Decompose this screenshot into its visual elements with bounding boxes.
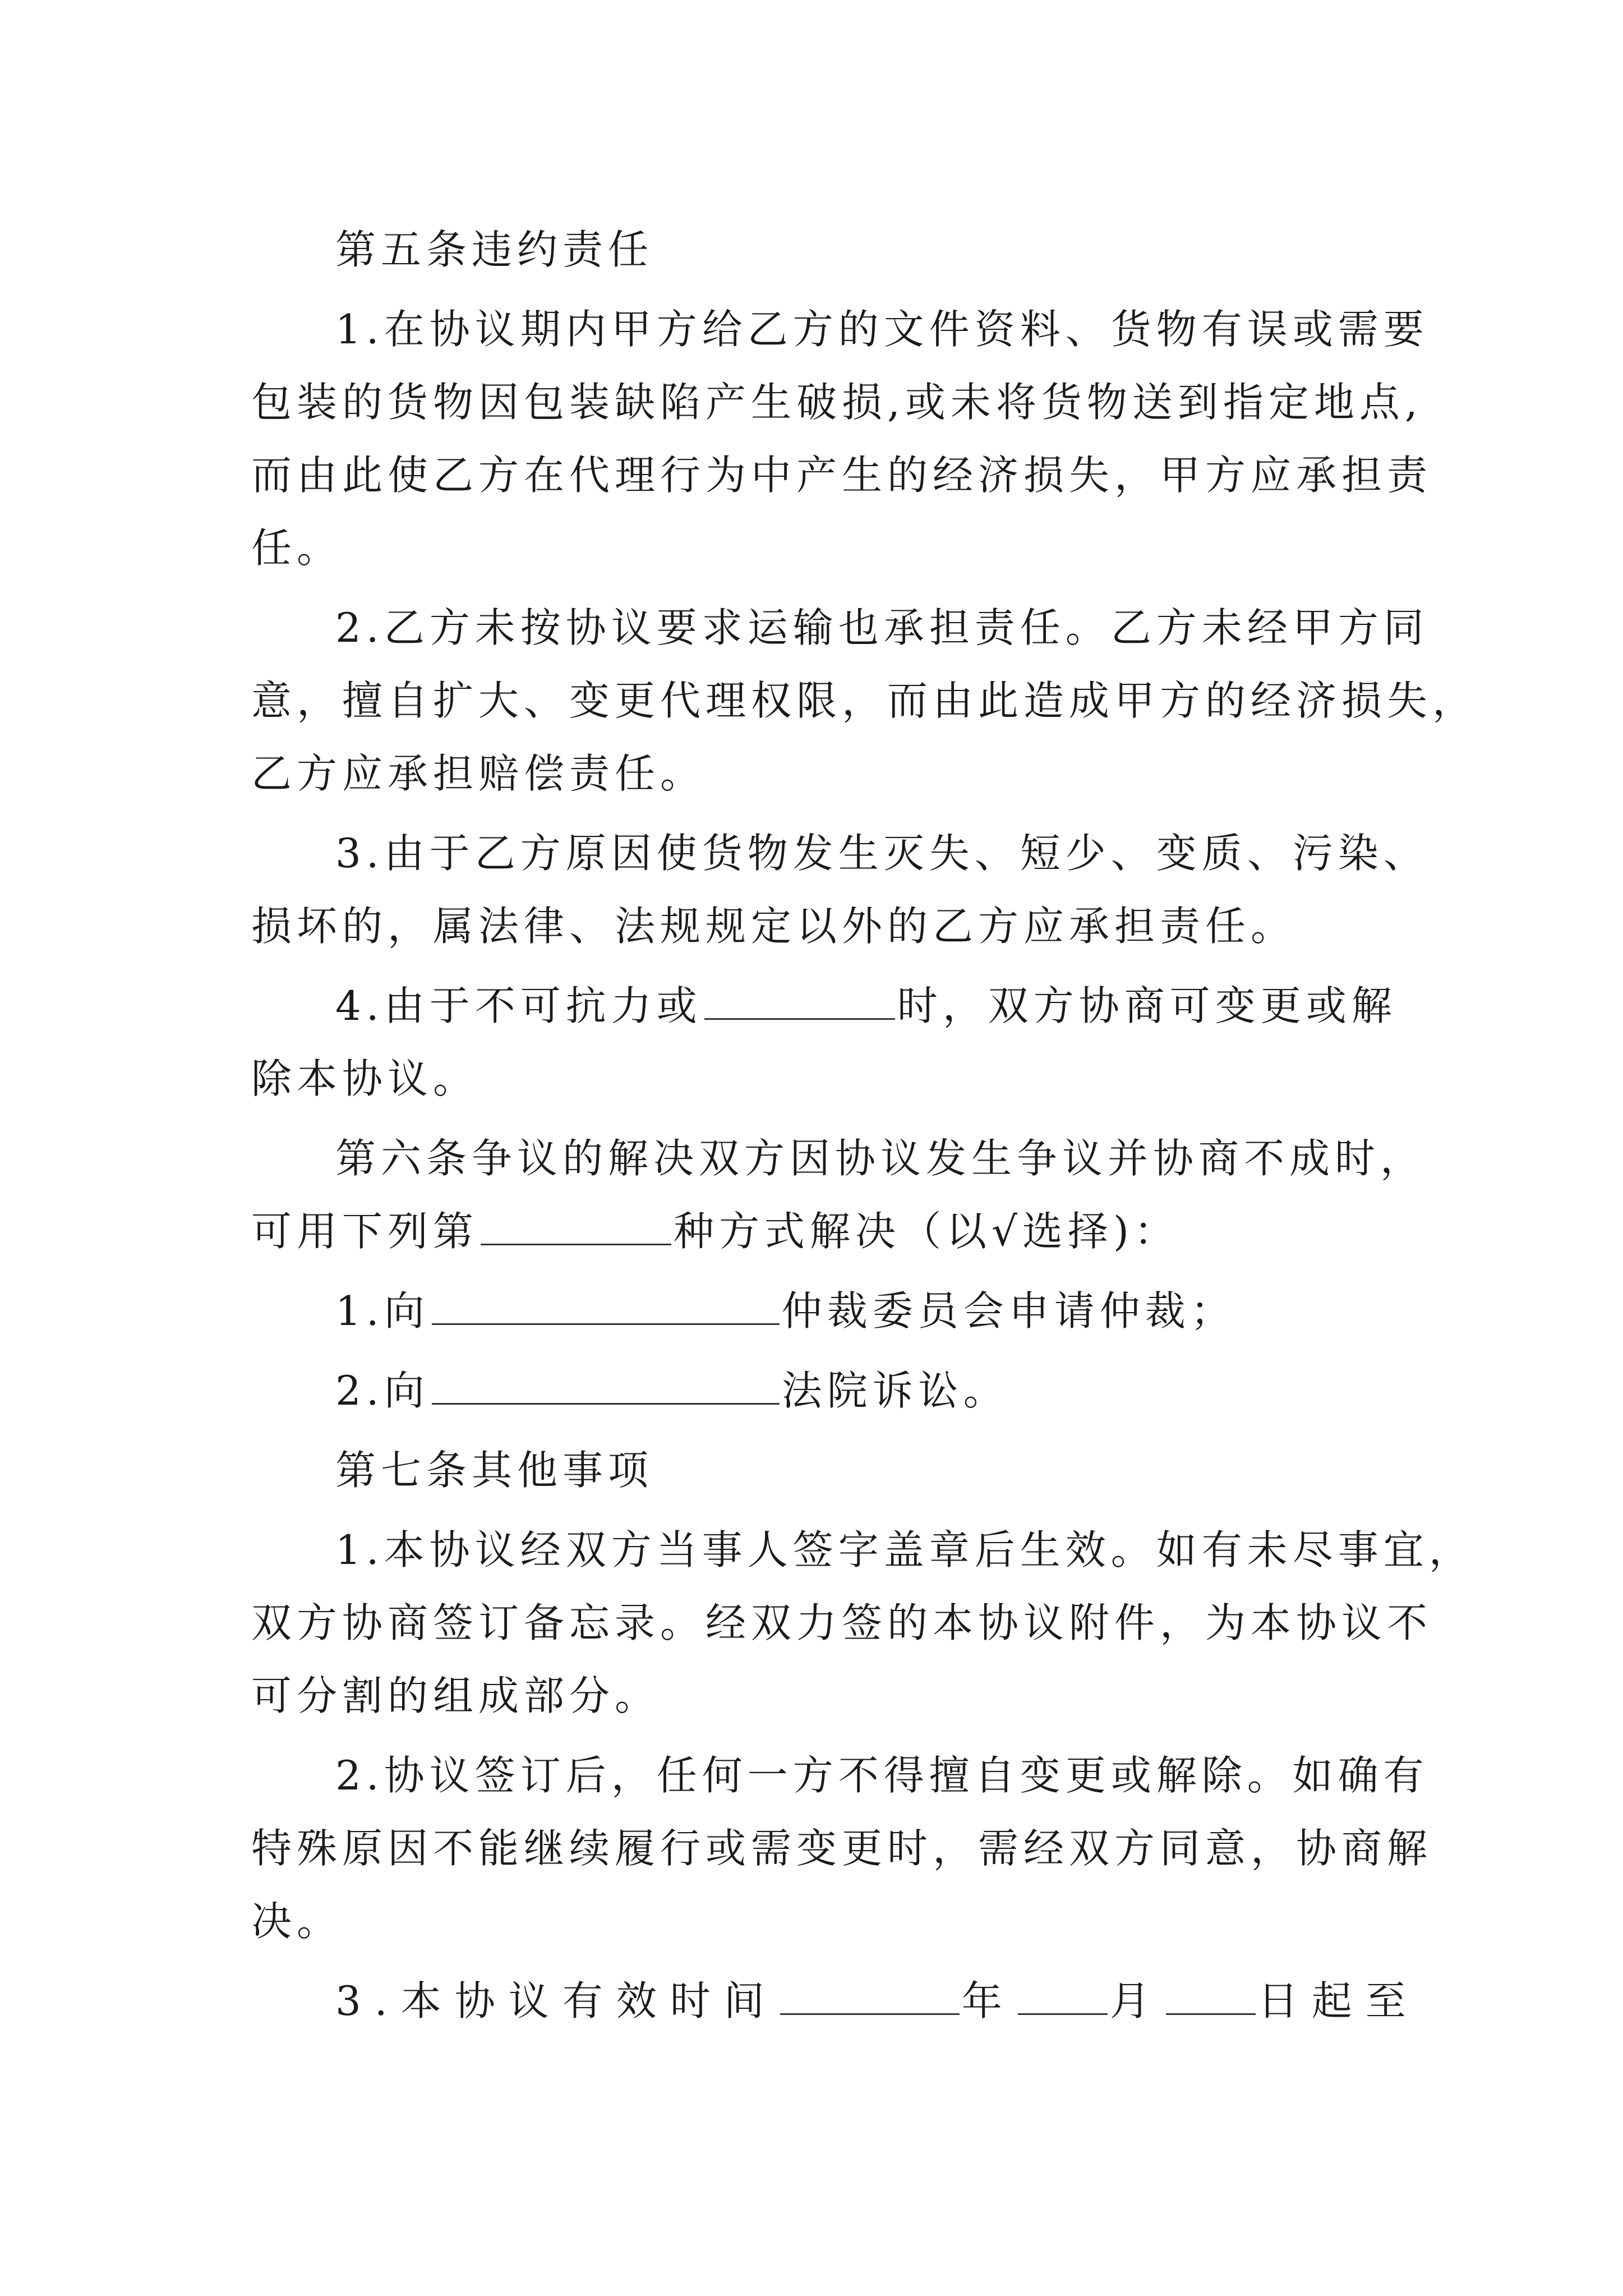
paragraph-line: 乙方应承担赔偿责任。	[251, 750, 706, 797]
paragraph-line: 3.由于乙方原因使货物发生灭失、短少、变质、污染、	[335, 830, 1429, 877]
article-5-heading: 第五条违约责任	[335, 226, 654, 273]
paragraph-line: 可分割的组成部分。	[251, 1672, 661, 1719]
text-fragment: 种方式解决（以√选择)：	[674, 1208, 1179, 1255]
article-7-paragraph-2	[251, 1739, 1433, 1958]
paragraph-line: 1.在协议期内甲方给乙方的文件资料、货物有误或需要	[335, 306, 1429, 353]
paragraph-line: 1.本协议经双方当事人签字盖章后生效。如有未尽事宜，	[335, 1526, 1474, 1573]
article-7-paragraph-3	[251, 1964, 1429, 2037]
article-6-option-1	[251, 1274, 1429, 1347]
paragraph-line: 损坏的，属法律、法规规定以外的乙方应承担责任。	[251, 903, 1297, 950]
text-fragment: 仲裁委员会申请仲裁；	[781, 1287, 1236, 1335]
paragraph-line: 特殊原因不能继续履行或需变更时，需经双方同意，协商解	[251, 1825, 1433, 1872]
article-5-paragraph-2	[251, 591, 1478, 810]
paragraph-line: 2.协议签订后，任何一方不得擅自变更或解除。如确有	[335, 1752, 1429, 1799]
year-blank[interactable]	[780, 1980, 960, 2015]
article-5-paragraph-4	[251, 969, 1429, 1115]
fill-in-blank[interactable]	[481, 1210, 671, 1245]
paragraph-line: 任。	[251, 524, 343, 572]
text-fragment: 年	[961, 1977, 1016, 2024]
contract-text	[251, 213, 1478, 2037]
text-fragment: 4.由于不可抗力或	[335, 982, 702, 1029]
paragraph-line: 第六条争议的解决双方因协议发生争议并协商不成时，	[335, 1135, 1426, 1182]
article-7-heading: 第七条其他事项	[335, 1447, 654, 1494]
text-fragment: 月	[1109, 1977, 1164, 2024]
fill-in-blank[interactable]	[704, 984, 895, 1020]
text-fragment: 法院诉讼。	[781, 1367, 1009, 1414]
article-7-paragraph-1	[251, 1513, 1474, 1732]
text-fragment: 日起至	[1257, 1977, 1419, 2024]
paragraph-line	[251, 969, 1429, 1042]
paragraph-line: 双方协商签订备忘录。经双力签的本协议附件，为本协议不	[251, 1599, 1433, 1646]
article-6-option-2	[251, 1354, 1429, 1427]
paragraph-line: 意，擅自扩大、变更代理权限，而由此造成甲方的经济损失，	[251, 677, 1478, 724]
fill-in-blank[interactable]	[432, 1290, 780, 1325]
paragraph-line: 决。	[251, 1898, 343, 1945]
paragraph-line	[251, 1195, 1429, 1268]
article-6-paragraph	[251, 1122, 1429, 1268]
fill-in-blank[interactable]	[432, 1369, 780, 1405]
paragraph-line: 包装的货物因包装缺陷产生破损,或未将货物送到指定地点,	[251, 379, 1423, 426]
article-5-paragraph-1	[251, 293, 1433, 585]
day-blank[interactable]	[1166, 1980, 1256, 2015]
article-5-paragraph-3	[251, 817, 1429, 963]
paragraph-line: 而由此使乙方在代理行为中产生的经济损失，甲方应承担责	[251, 452, 1433, 499]
paragraph-line: 除本协议。	[251, 1055, 479, 1102]
text-fragment: 1.向	[335, 1287, 430, 1335]
month-blank[interactable]	[1018, 1980, 1108, 2015]
text-fragment: 时，双方协商可变更或解	[897, 982, 1397, 1029]
text-fragment: 2.向	[335, 1367, 430, 1414]
paragraph-line: 2.乙方未按协议要求运输也承担责任。乙方未经甲方同	[335, 604, 1429, 651]
text-fragment: 可用下列第	[251, 1208, 479, 1255]
text-fragment: 3.本协议有效时间	[335, 1977, 778, 2024]
